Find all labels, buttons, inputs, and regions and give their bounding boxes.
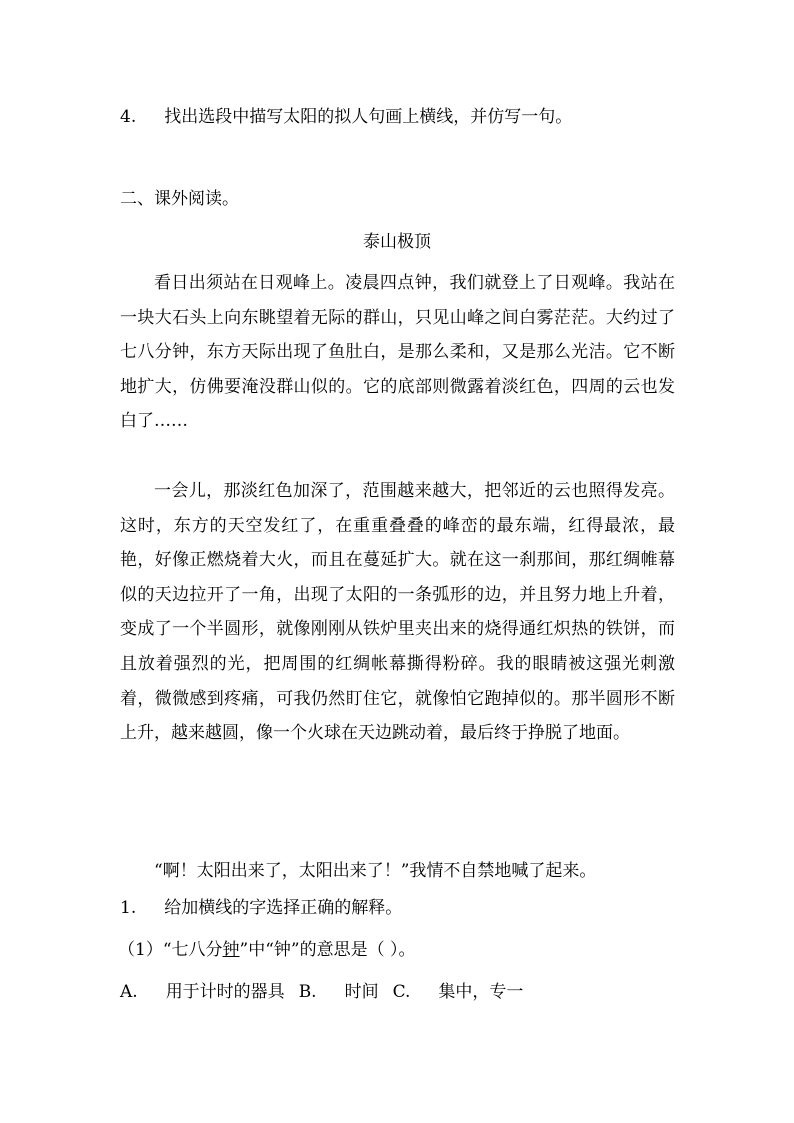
article-paragraph-1: 看日出须站在日观峰上。凌晨四点钟，我们就登上了日观峰。我站在一块大石头上向东眺望着无际的群山，只见山峰之间白雾茫茫。大约过了七八分钟，东方天际出现了鱼肚白，是那么柔和，又是那么光洁。它不断地扩大，仿佛要淹没群山似的。它的底部则微露着淡红色，四周的云也发白了…… — [120, 273, 675, 432]
option-b-label: B. — [298, 982, 317, 1002]
section-2-heading: 二、课外阅读。 — [120, 189, 239, 209]
sub-question-1-prefix: （1）“七八分 — [118, 940, 223, 960]
option-c-label: C. — [392, 982, 411, 1002]
article-title: 泰山极顶 — [363, 232, 431, 252]
article-paragraph-3: “啊！太阳出来了，太阳出来了！”我情不自禁地喊了起来。 — [154, 861, 597, 881]
article-paragraph-2: 一会儿，那淡红色加深了，范围越来越大，把邻近的云也照得发亮。这时，东方的天空发红了，在重重叠叠的峰峦的最东端，红得最浓，最艳，好像正燃烧着大火，而且在蔓延扩大。就在这一刹那间，那红绸帷幕似的天边拉开了一角，出现了太阳的一条弧形的边，并且努力地上升着，变成了一个半圆形，就像刚刚从铁炉里夹出来的烧得通红炽热的铁饼，而且放着强烈的光，把周围的红绸帐幕撕得粉碎。我的眼睛被这强光刺激着，微微感到疼痛，可我仍然盯住它，就像怕它跑掉似的。那半圆形不断上升，越来越圆，像一个火球在天边跳动着，最后终于挣脱了地面。 — [120, 481, 675, 744]
question-1-number: 1. — [120, 898, 137, 918]
option-a-label: A. — [120, 982, 138, 1002]
option-a-text: 用于计时的器具 — [165, 982, 285, 1002]
answer-options — [120, 984, 523, 1001]
option-b-text: 时间 — [344, 982, 379, 1002]
sub-question-1 — [118, 942, 416, 959]
question-1-text: 给加横线的字选择正确的解释。 — [164, 898, 403, 918]
underlined-char: 钟 — [222, 940, 240, 960]
question-4-number: 4. — [120, 107, 137, 127]
question-4 — [120, 109, 572, 126]
sub-question-1-suffix: ”中“钟”的意思是（ ）。 — [239, 940, 416, 960]
option-c-text: 集中，专一 — [438, 982, 524, 1002]
question-4-text: 找出选段中描写太阳的拟人句画上横线，并仿写一句。 — [164, 107, 573, 127]
question-1 — [120, 900, 402, 917]
